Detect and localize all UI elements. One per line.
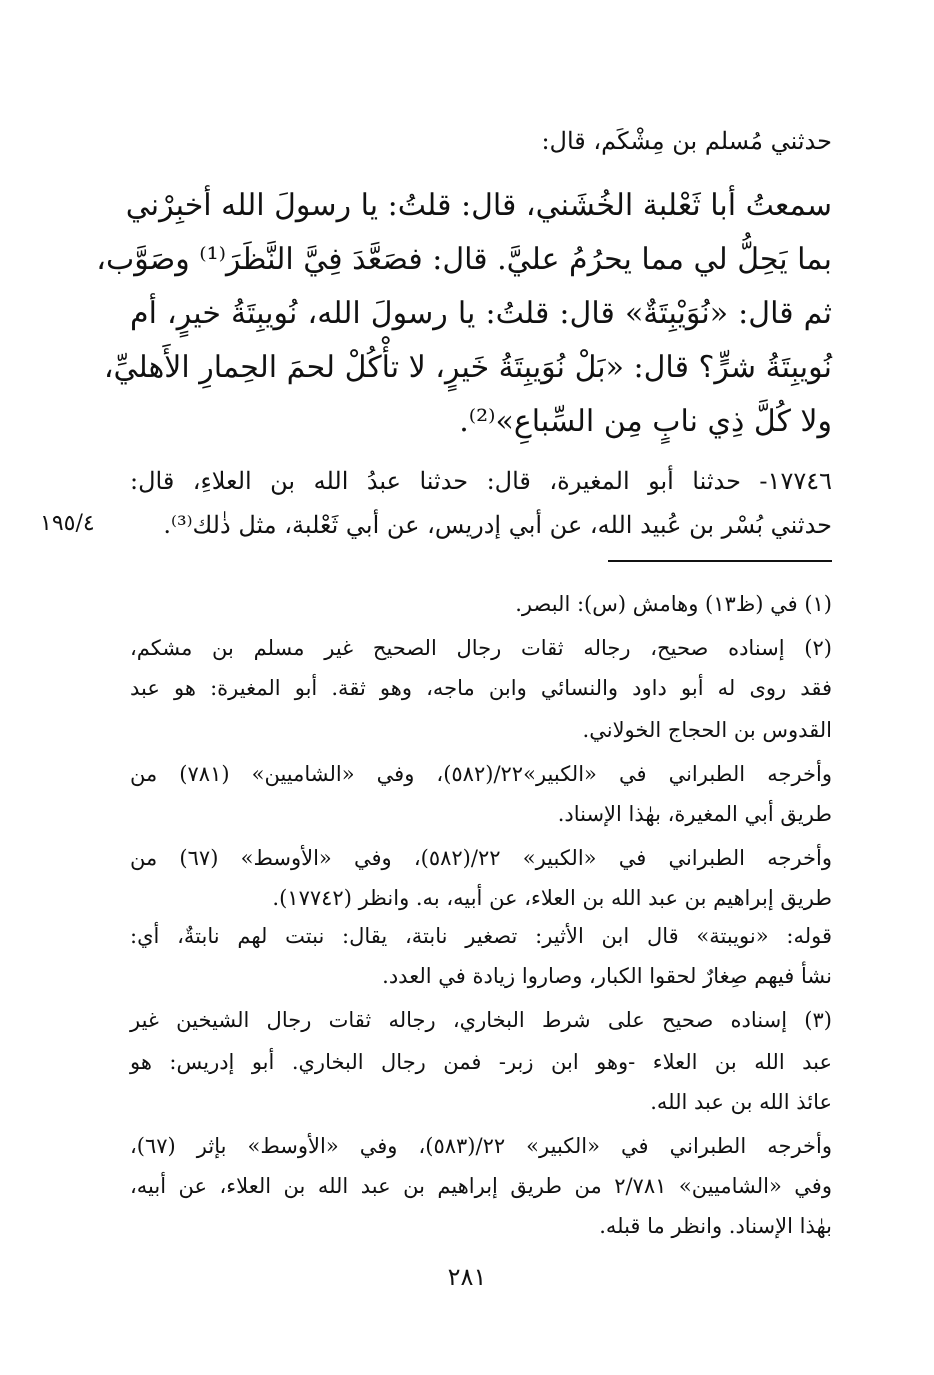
footnote-line: عبد الله بن العلاء -وهو ابن زبر- فمن رجال البخاري. أبو إدريس: هو bbox=[130, 1050, 832, 1074]
footnote-line: طريق إبراهيم بن عبد الله بن العلاء، عن أبيه، به. وانظر (١٧٧٤٢). bbox=[272, 886, 832, 910]
footnote-line: وأخرجه الطبراني في «الكبير»٢٢/(٥٨٢)، وفي «الشاميين» (٧٨١) من bbox=[130, 762, 832, 786]
margin-volume-page-reference: ١٩٥/٤ bbox=[40, 511, 95, 536]
footnote-line: القدوس بن الحجاج الخولاني. bbox=[582, 718, 832, 742]
footnote-line: نشأ فيهم صِغارٌ لحقوا الكبار، وصاروا زيادة في العدد. bbox=[382, 964, 832, 988]
hadith-line-1: سمعتُ أبا ثَعْلبة الخُشَني، قال: قلتُ: يا رسولَ الله أخبِرْني bbox=[125, 188, 832, 223]
footnote-line: (٢) إسناده صحيح، رجاله ثقات رجال الصحيح غير مسلم بن مشكم، bbox=[130, 636, 832, 660]
hadith-line-5: ولا كُلَّ ذِي نابٍ مِن السِّباعِ»⁽²⁾. bbox=[459, 404, 832, 439]
footnote-separator bbox=[608, 560, 832, 562]
footnote-line: (١) في (ظ١٣) وهامش (س): البصر. bbox=[515, 592, 832, 616]
footnote-line: قوله: «نويبتة» قال ابن الأثير: تصغير نابتة، يقال: نبتت لهم نابتةٌ، أي: bbox=[130, 924, 832, 948]
footnote-line: (٣) إسناده صحيح على شرط البخاري، رجاله ثقات رجال الشيخين غير bbox=[130, 1008, 832, 1032]
footnote-line: فقد روى له أبو داود والنسائي وابن ماجه، وهو ثقة. أبو المغيرة: هو عبد bbox=[130, 676, 832, 700]
page-number: ٢٨١ bbox=[447, 1263, 487, 1291]
hadith-17746-line-1: ١٧٧٤٦- حدثنا أبو المغيرة، قال: حدثنا عبدُ الله بن العلاءِ، قال: bbox=[130, 467, 832, 495]
footnote-line: بهٰذا الإسناد. وانظر ما قبله. bbox=[599, 1214, 832, 1238]
hadith-17746-line-2: حدثني بُسْر بن عُبيد الله، عن أبي إدريس، عن أبي ثَعْلبة، مثل ذٰلك⁽³⁾. bbox=[163, 511, 832, 539]
footnote-line: وفي «الشاميين» ٢/٧٨١ من طريق إبراهيم بن عبد الله بن العلاء، عن أبيه، bbox=[130, 1174, 832, 1198]
intro-line: حدثني مُسلم بن مِشْكَم، قال: bbox=[541, 127, 832, 155]
hadith-line-2: بما يَحِلُّ لي مما يحرُمُ عليَّ. قال: فصَعَّدَ فِيَّ النَّظَرَ⁽¹⁾ وصَوَّب، bbox=[96, 242, 832, 277]
footnote-line: عائذ الله بن عبد الله. bbox=[650, 1090, 832, 1114]
hadith-line-4: نُويبِتَةُ شرٍّ؟ قال: «بَلْ نُوَيبِتَةُ خَيرٍ، لا تأْكُلْ لحمَ الحِمارِ الأَهليِّ، bbox=[103, 350, 832, 385]
hadith-line-3: ثم قال: «نُوَيْبِتَةٌ» قال: قلتُ: يا رسولَ الله، نُويبِتَةُ خيرٍ، أم bbox=[130, 296, 833, 331]
footnote-line: وأخرجه الطبراني في «الكبير» ٢٢/(٥٨٢)، وفي «الأوسط» (٦٧) من bbox=[130, 846, 832, 870]
footnote-line: وأخرجه الطبراني في «الكبير» ٢٢/(٥٨٣)، وفي «الأوسط» بإثر (٦٧)، bbox=[130, 1134, 832, 1158]
footnote-line: طريق أبي المغيرة، بهٰذا الإسناد. bbox=[557, 802, 832, 826]
